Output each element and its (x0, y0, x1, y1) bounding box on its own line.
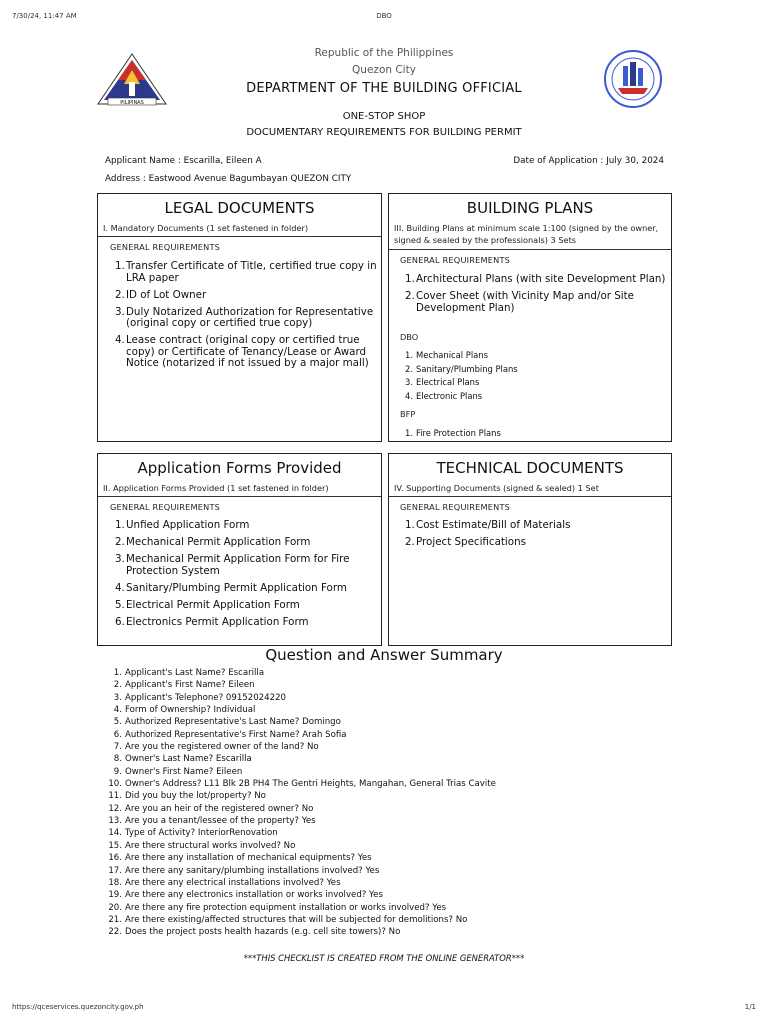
list-item: 1. Mechanical Plans (405, 350, 488, 360)
qa-item: 19. Are there any electronics installation or works involved? Yes (108, 890, 383, 901)
list-item: 1. Unfied Application Form (115, 519, 250, 531)
bfp-list (405, 427, 665, 441)
plans-title: BUILDING PLANS (466, 199, 594, 217)
qa-item: 5. Authorized Representative's Last Name? Domingo (113, 717, 341, 728)
list-item: 1. Cost Estimate/Bill of Materials (405, 519, 571, 531)
qa-item: 14. Type of Activity? InteriorRenovation (108, 828, 278, 839)
qa-item: 6. Authorized Representative's First Name? Arah Sofia (113, 729, 347, 740)
list-item: 2. ID of Lot Owner (115, 288, 207, 301)
qa-item: 4. Form of Ownership? Individual (113, 705, 256, 716)
document-title: DOCUMENTARY REQUIREMENTS FOR BUILDING PERMIT (246, 127, 522, 138)
list-item: 3. Electrical Plans (405, 377, 480, 388)
list-item: 4. Electronic Plans (405, 390, 483, 401)
list-item: 5. Electrical Permit Application Form (115, 598, 300, 611)
print-datetime: 7/30/24, 11:47 AM (12, 12, 77, 20)
list-item: 3. Duly Notarized Authorization for Representative (original copy or certified true copy) (115, 305, 374, 329)
legal-documents-box (97, 193, 382, 442)
department-heading: DEPARTMENT OF THE BUILDING OFFICIAL (246, 81, 522, 96)
list-item: 1. Fire Protection Plans (405, 428, 501, 438)
forms-subtitle: II. Application Forms Provided (1 set fastened in folder) (103, 483, 329, 493)
quezon-city-seal-icon (96, 52, 168, 108)
plans-list (405, 274, 669, 320)
forms-general-label: GENERAL REQUIREMENTS (110, 502, 221, 512)
technical-title: TECHNICAL DOCUMENTS (436, 459, 624, 477)
footer-url: https://qceservices.quezoncity.gov.ph (12, 1003, 144, 1011)
list-item: 4. Lease contract (original copy or certified true copy) or Certificate of Tenancy/Lease or Award Notice (notarized if not issued by a major mall) (115, 334, 369, 369)
list-item: 4. Sanitary/Plumbing Permit Application Form (115, 581, 347, 594)
qa-title: Question and Answer Summary (265, 646, 503, 664)
technical-list (405, 520, 667, 554)
application-forms-box (97, 453, 382, 646)
applicant-address: Address : Eastwood Avenue Bagumbayan QUEZON CITY (105, 174, 352, 184)
list-item: 6. Electronics Permit Application Form (115, 615, 309, 628)
qa-item: 13. Are you a tenant/lessee of the property? Yes (108, 816, 316, 827)
qa-item: 15. Are there structural works involved? No (108, 840, 296, 851)
building-plans-box (388, 193, 672, 442)
print-title: DBO (376, 12, 392, 20)
qa-item: 12. Are you an heir of the registered owner? No (108, 803, 314, 814)
legal-general-label: GENERAL REQUIREMENTS (110, 242, 221, 252)
plans-subtitle: III. Building Plans at minimum scale 1:100 (signed by the owner, signed & sealed by the professionals) 3 Sets (394, 223, 659, 245)
legal-subtitle: I. Mandatory Documents (1 set fastened in folder) (103, 223, 309, 233)
forms-title: Application Forms Provided (137, 459, 342, 477)
generator-note: ***THIS CHECKLIST IS CREATED FROM THE ONLINE GENERATOR*** (243, 953, 525, 963)
qa-item: 9. Owner's First Name? Eileen (113, 766, 243, 777)
qa-item: 3. Applicant's Telephone? 09152024220 (113, 692, 287, 703)
list-item: 2. Mechanical Permit Application Form (115, 536, 311, 548)
qa-item: 20. Are there any fire protection equipment installation or works involved? Yes (108, 902, 447, 913)
qa-item: 1. Applicant's Last Name? Escarilla (113, 668, 265, 678)
qa-item: 11. Did you buy the lot/property? No (108, 791, 266, 802)
qa-item: 10. Owner's Address? L11 Blk 2B PH4 The Gentri Heights, Mangahan, General Trias Cavite (108, 779, 496, 790)
list-item: 3. Mechanical Permit Application Form for Fire Protection System (115, 553, 350, 577)
list-item: 2. Cover Sheet (with Vicinity Map and/or Site Development Plan) (405, 290, 635, 314)
list-item: 1. Architectural Plans (with site Development Plan) (405, 273, 666, 285)
forms-list (115, 520, 377, 634)
legal-list (115, 261, 377, 375)
one-stop-shop-heading: ONE-STOP SHOP (342, 111, 426, 122)
applicant-name: Applicant Name : Escarilla, Eileen A (105, 156, 262, 166)
seal-left-text: PILIPINAS (120, 100, 144, 106)
qa-item: 17. Are there any sanitary/plumbing installations involved? Yes (108, 865, 380, 876)
qa-list (104, 667, 664, 939)
dbo-list (405, 349, 665, 403)
qa-item: 22. Does the project posts health hazards (e.g. cell site towers)? No (108, 927, 401, 938)
technical-general-label: GENERAL REQUIREMENTS (400, 502, 511, 512)
technical-subtitle: IV. Supporting Documents (signed & sealed) 1 Set (394, 483, 599, 493)
technical-documents-box (388, 453, 672, 646)
qa-item: 8. Owner's Last Name? Escarilla (113, 754, 252, 765)
republic-heading: Republic of the Philippines (314, 47, 454, 59)
dbo-label: DBO (400, 332, 419, 342)
legal-title: LEGAL DOCUMENTS (164, 199, 315, 217)
footer-page-number: 1/1 (744, 1003, 756, 1011)
qa-item: 2. Applicant's First Name? Eileen (113, 680, 255, 691)
list-item: 1. Transfer Certificate of Title, certified true copy in LRA paper (115, 260, 377, 284)
qa-item: 21. Are there existing/affected structures that will be subjected for demolitions? No (108, 914, 468, 925)
list-item: 2. Sanitary/Plumbing Plans (405, 363, 518, 374)
application-date: Date of Application : July 30, 2024 (513, 156, 664, 166)
bfp-label: BFP (400, 409, 416, 419)
city-heading: Quezon City (352, 64, 416, 76)
plans-general-label: GENERAL REQUIREMENTS (400, 255, 511, 265)
qa-item: 7. Are you the registered owner of the land? No (113, 742, 319, 753)
qa-item: 18. Are there any electrical installations involved? Yes (108, 877, 341, 888)
qa-item: 16. Are there any installation of mechanical equipments? Yes (108, 853, 372, 864)
list-item: 2. Project Specifications (405, 536, 526, 548)
